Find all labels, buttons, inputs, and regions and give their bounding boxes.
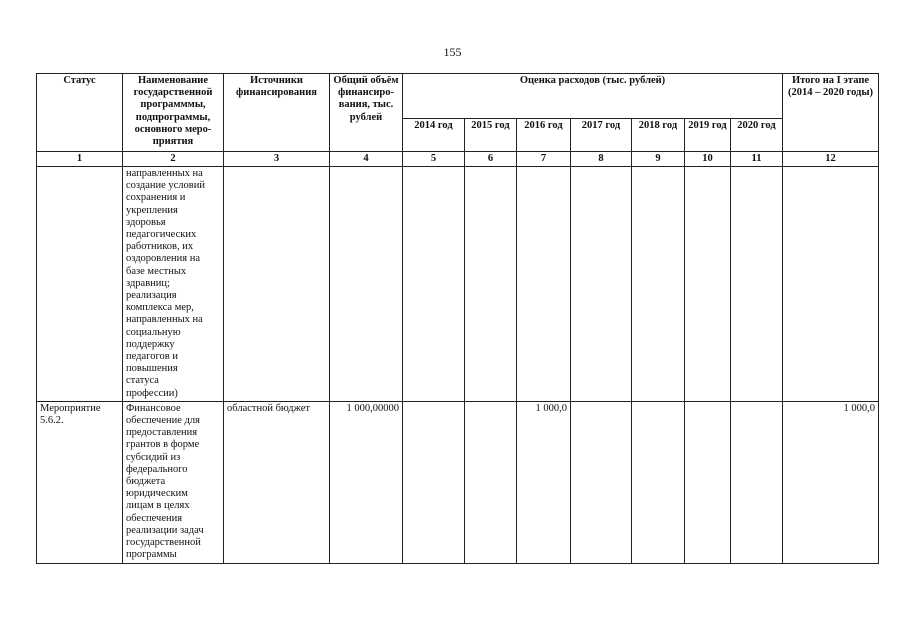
header-year-2019: 2019 год [685, 119, 731, 152]
header-year-2018: 2018 год [632, 119, 685, 152]
header-name: Наименование государственной программмы, подпрограммы, основного меро-приятия [123, 74, 224, 152]
header-year-2017: 2017 год [571, 119, 632, 152]
table-row [37, 167, 879, 402]
column-number: 5 [403, 152, 465, 167]
header-sources: Источники финансирования [224, 74, 330, 152]
column-number: 12 [783, 152, 879, 167]
row-2016 [517, 167, 571, 402]
header-year-2016: 2016 год [517, 119, 571, 152]
header-estimate: Оценка расходов (тыс. рублей) [403, 74, 783, 119]
column-number: 7 [517, 152, 571, 167]
row-2019 [685, 167, 731, 402]
row-source: областной бюджет [224, 401, 330, 563]
row-stage-total: 1 000,0 [783, 401, 879, 563]
header-status: Статус [37, 74, 123, 152]
row-2019 [685, 401, 731, 563]
row-2015 [465, 401, 517, 563]
row-total: 1 000,00000 [330, 401, 403, 563]
row-2017 [571, 401, 632, 563]
row-2017 [571, 167, 632, 402]
row-status [37, 167, 123, 402]
row-status: Мероприятие 5.6.2. [37, 401, 123, 563]
header-row-top [37, 74, 879, 119]
column-number: 1 [37, 152, 123, 167]
header-total: Общий объём финансиро-вания, тыс. рублей [330, 74, 403, 152]
row-2016: 1 000,0 [517, 401, 571, 563]
column-number: 6 [465, 152, 517, 167]
row-source [224, 167, 330, 402]
row-2018 [632, 401, 685, 563]
row-2018 [632, 167, 685, 402]
row-2014 [403, 401, 465, 563]
column-number: 3 [224, 152, 330, 167]
header-year-2020: 2020 год [731, 119, 783, 152]
column-number: 4 [330, 152, 403, 167]
column-number: 2 [123, 152, 224, 167]
header-year-2015: 2015 год [465, 119, 517, 152]
table-row [37, 401, 879, 563]
column-number: 9 [632, 152, 685, 167]
page-number: 155 [443, 45, 462, 59]
row-total [330, 167, 403, 402]
column-number-row [37, 152, 879, 167]
row-name: направленных на создание условий сохранения и укрепления здоровья педагогических работников, их оздоровления на базе местных здравниц; реализация комплекса мер, направленных на социальную поддержку педагогов и повышения статуса профессии) [123, 167, 224, 402]
column-number: 11 [731, 152, 783, 167]
column-number: 10 [685, 152, 731, 167]
budget-table [36, 73, 879, 564]
column-number: 8 [571, 152, 632, 167]
row-name: Финансовое обеспечение для предоставления грантов в форме субсидий из федерального бюджета юридическим лицам в целях обеспечения реализации задач государственной программы [123, 401, 224, 563]
row-2020 [731, 401, 783, 563]
header-stage-total: Итого на I этапе (2014 – 2020 годы) [783, 74, 879, 152]
header-year-2014: 2014 год [403, 119, 465, 152]
row-2015 [465, 167, 517, 402]
row-stage-total [783, 167, 879, 402]
row-2014 [403, 167, 465, 402]
row-2020 [731, 167, 783, 402]
